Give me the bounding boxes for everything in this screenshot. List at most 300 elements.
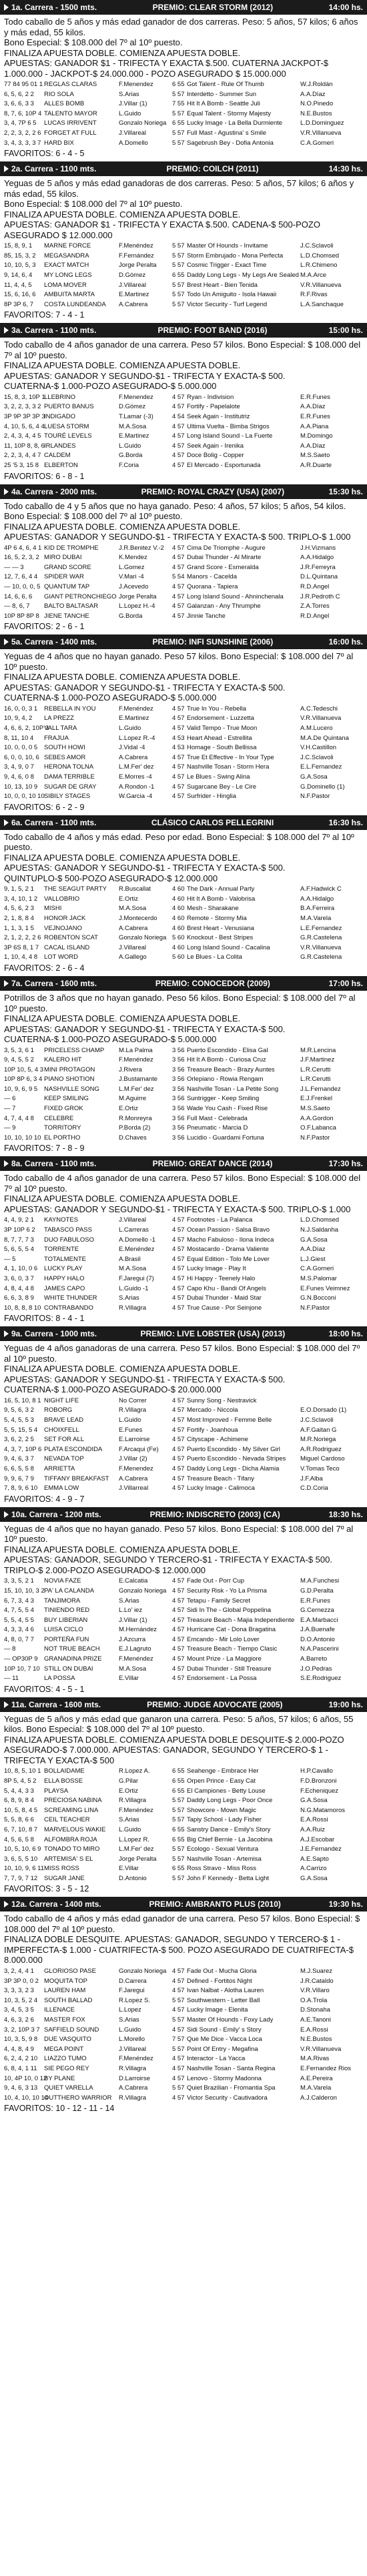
jockey-name: L.Guido -1: [119, 1284, 149, 1292]
horse-name: CELEBRE: [44, 1114, 74, 1122]
entry-row: [4, 943, 363, 953]
trainer-name: E.Funes Veimnez: [300, 1284, 350, 1292]
horse-name: PLATA ESCONDIDA: [44, 1445, 103, 1453]
conditions-line: APUESTAS: GANADOR Y SEGUNDO-$1 - TRIFECTA Y EXACTA-$ 500. TRIPLO-$ 1.000: [4, 1204, 351, 1214]
trainer-name: V.R.Villanueva: [300, 715, 342, 723]
horse-name: SOUTH BALLAD: [44, 1996, 93, 2004]
jockey-name: W.Garcia -4: [119, 793, 153, 801]
jockey-name: E.Martinez: [119, 715, 149, 723]
pedigree: Lucidio - Guardami Fortuna: [187, 1134, 264, 1142]
recent-form-and-number: 10, 0, 0, 0 5: [4, 744, 38, 752]
jockey-name: E.Morres -4: [119, 773, 152, 781]
entries-table: [0, 80, 367, 148]
entry-row: [4, 773, 363, 783]
jockey-name: A.Cabrera: [119, 1474, 148, 1482]
race-post-time: 14:00 hs.: [328, 3, 363, 12]
age-weight: 4 57: [172, 1607, 185, 1615]
recent-form-and-number: — 11: [4, 1675, 19, 1683]
conditions-line: Yeguas de 5 años y más edad ganadoras de dos carreras. Peso: 5 años, 57 kilos; 6 años y más edad, 55 kilos.: [4, 178, 354, 199]
entry-row: [4, 1124, 363, 1134]
trainer-name: G.A.Sosa: [300, 1874, 328, 1882]
jockey-name: F.Fernández: [119, 252, 154, 260]
jockey-name: G.Borda: [119, 612, 143, 620]
jockey-name: A.Domello: [119, 139, 148, 147]
jockey-name: M.A.Sosa: [119, 1265, 147, 1273]
age-weight: 3 56: [172, 1095, 185, 1103]
entry-row: [4, 1294, 363, 1304]
play-arrow-icon: [4, 819, 9, 826]
pedigree: Storm Embrujado - Mona Perfecta: [187, 252, 284, 260]
horse-name: LA PREZZ: [44, 715, 74, 723]
race-conditions: [0, 176, 367, 242]
pedigree: Lucky Image - Play It: [187, 1265, 246, 1273]
horse-name: GLORIOSO PASE: [44, 1967, 96, 1975]
recent-form-and-number: 2, 1, 8, 8 4: [4, 915, 34, 923]
age-weight: 4 57: [172, 1484, 185, 1492]
trainer-name: J.F.Martinez: [300, 1056, 335, 1064]
pedigree: Valid Tempo - True Moon: [187, 725, 258, 732]
trainer-name: R.D.Angel: [300, 612, 330, 620]
recent-form-and-number: 15, 8, 3, 10P 1: [4, 393, 45, 401]
pedigree: Sidi Sound - Emily' s Story: [187, 2026, 262, 2034]
recent-form-and-number: 10, 8, 5, 10 1: [4, 1767, 41, 1775]
horse-name: CEIL TEACHER: [44, 1816, 90, 1824]
age-weight: 4 57: [172, 442, 185, 450]
pedigree: Sagebrush Bey - Dofia Antonia: [187, 139, 274, 147]
age-weight: 4 57: [172, 403, 185, 411]
horse-name: PRECIOSA NABINA: [44, 1797, 102, 1805]
trainer-name: G.A.Sosa: [300, 1797, 328, 1805]
horse-name: OUTTHERO WARRIOR: [44, 2094, 112, 2102]
recent-form-and-number: 6, 7, 10, 8 7: [4, 1825, 38, 1833]
trainer-name: N.F.Pastor: [300, 793, 330, 801]
play-arrow-icon: [4, 1160, 9, 1167]
entry-row: [4, 119, 363, 129]
recent-form-and-number: 12, 7, 6, 4 4: [4, 573, 38, 581]
trainer-name: A.A.Ruiz: [300, 1825, 325, 1833]
entry-row: [4, 705, 363, 715]
trainer-name: J.A.Buenafe: [300, 1626, 335, 1634]
entry-row: [4, 261, 363, 271]
age-weight: 4 57: [172, 1265, 185, 1273]
entry-row: [4, 1085, 363, 1095]
horse-name: CALDEM: [44, 452, 71, 460]
trainer-name: M.R.Noriega: [300, 1436, 336, 1444]
trainer-name: V.H.Castillon: [300, 744, 337, 752]
jockey-name: E.Ortiz: [119, 895, 139, 903]
trainer-name: [300, 1396, 363, 1406]
recent-form-and-number: 10, 9, 4, 2: [4, 715, 33, 723]
trainer-name: A.A.Díaz: [300, 1246, 326, 1254]
pedigree: Fortify - Papelalote: [187, 403, 240, 411]
recent-form-and-number: 5, 5, 8, 6 6: [4, 1816, 34, 1824]
age-weight: 6 55: [172, 1865, 185, 1873]
entry-row: [4, 271, 363, 281]
entry-row: [4, 1264, 363, 1274]
race-prize-name: PREMIO: INDISCRETO (2003) (CA): [149, 1509, 280, 1519]
jockey-name: J.Villareal: [119, 2045, 147, 2053]
age-weight: 4 57: [172, 1455, 185, 1463]
trainer-name: A.A.Díaz: [300, 442, 326, 450]
pedigree: Cima De Triomphe - Augure: [187, 544, 266, 552]
age-weight: 5 60: [172, 934, 185, 942]
race-block: [0, 1507, 367, 1697]
age-weight: 4 54: [172, 413, 185, 420]
horse-name: LUESA STORM: [44, 422, 89, 430]
conditions-line: FINALIZA APUESTA DOBLE. COMIENZA APUESTA DOBLE.: [4, 1194, 241, 1204]
age-weight: 4 57: [172, 1977, 185, 1985]
entry-row: [4, 1216, 363, 1226]
entry-row: [4, 1396, 363, 1406]
trainer-name: N.F.Pastor: [300, 1134, 330, 1142]
jockey-name: F.Jaregui: [119, 1987, 145, 1995]
jockey-name: J.Azcurra: [119, 1635, 146, 1643]
horse-name: BY PLANE: [44, 2074, 75, 2082]
jockey-name: G.Pilar: [119, 1777, 139, 1785]
horse-name: VALL TARA: [44, 725, 77, 732]
pedigree: Seahenge - Embrace Her: [187, 1767, 259, 1775]
recent-form-and-number: 3P 9P 3P 3P 3: [4, 413, 45, 420]
age-weight: 4 57: [172, 2094, 185, 2102]
trainer-name: G.R.Castelena: [300, 934, 342, 942]
horse-name: SPIDER WAR: [44, 573, 84, 581]
trainer-name: J.R.Cataldo: [300, 1977, 334, 1985]
horse-name: THE SEAGUT PARTY: [44, 885, 107, 893]
horse-name: FRAJUA: [44, 734, 69, 742]
pedigree: Ryan - Indivision: [187, 393, 234, 401]
pedigree: Nashville Tosan - Santa Regina: [187, 2064, 276, 2072]
pedigree: Quorana - Tapiera: [187, 582, 238, 590]
trainer-name: N.E.Bustos: [300, 2036, 332, 2044]
conditions-line: FINALIZA APUESTA DOBLE. COMIENZA APUESTA DOBLE.: [4, 1013, 241, 1023]
race-header: [0, 0, 367, 15]
recent-form-and-number: 9, 9, 6, 7 9: [4, 1474, 34, 1482]
recent-form-and-number: 10, 10, 10 10: [4, 1134, 41, 1142]
conditions-line: Todo caballo de 4 años y más edad. Peso por edad. Bono Especial: $ 108.000 del 7º al 10º puesto.: [4, 831, 354, 853]
horse-name: VALLOBRIO: [44, 895, 80, 903]
entries-table: [0, 242, 367, 310]
horse-name: TALENTO MAYOR: [44, 109, 97, 117]
entry-row: [4, 1587, 363, 1597]
age-weight: 3 56: [172, 1056, 185, 1064]
race-prize-name: PREMIO: INFI SUNSHINE (2006): [152, 637, 274, 647]
horse-name: TOURÉ LEVELS: [44, 432, 92, 440]
horse-name: SUGAR JANE: [44, 1874, 85, 1882]
race-prize-name: PREMIO: COILCH (2011): [166, 164, 259, 174]
race-block: [0, 161, 367, 323]
pedigree: Pneumatic - Marcia D: [187, 1124, 248, 1132]
pedigree: Long Island Sound - La Fuerte: [187, 432, 273, 440]
jockey-name: Jorge Peralta: [119, 262, 157, 270]
conditions-line: FINALIZA APUESTA DOBLE. COMIENZA APUESTA DOBLE.: [4, 852, 241, 863]
pedigree: Mercado - Niccola: [187, 1406, 238, 1414]
jockey-name: F.Menéndez: [119, 705, 153, 713]
race-favorites: FAVORITOS: 4 - 5 - 1: [4, 1684, 85, 1694]
age-weight: 4 57: [172, 1246, 185, 1254]
horse-name: MARNE FORCE: [44, 242, 91, 250]
age-weight: 3 56: [172, 1114, 185, 1122]
trainer-name: J.C.Sclavoli: [300, 1416, 334, 1424]
pedigree: Ross Stravo - Miss Ross: [187, 1865, 256, 1873]
race-conditions: [0, 15, 367, 80]
pedigree: Equal Talent - Stormy Majesty: [187, 109, 272, 117]
race-favorites: FAVORITOS: 6 - 4 - 5: [4, 149, 85, 159]
horse-name: QUANTUM TAP: [44, 582, 90, 590]
trainer-name: J.F.Alba: [300, 1474, 323, 1482]
entry-row: [4, 1464, 363, 1474]
trainer-name: N.J.Saldanha: [300, 1226, 339, 1234]
entry-row: [4, 1304, 363, 1314]
race-number-distance: 12a. Carrera - 1400 mts.: [11, 1899, 101, 1909]
horse-name: TORRENTE: [44, 1246, 79, 1254]
jockey-name: A.Rondon -1: [119, 783, 155, 791]
entry-row: [4, 2045, 363, 2055]
age-weight: 4 57: [172, 1665, 185, 1673]
trainer-name: M.A.Funchesi: [300, 1577, 340, 1585]
conditions-line: FINALIZA APUESTA DOBLE. COMIENZA APUESTA DOBLE DESQUITE-$ 2.000-POZO ASEGURADO-$ 7.000.000. APUESTAS: GANADOR, SEGUNDO Y TERCERO-$ 1 - TRIFECTA Y EXACTA-$ 500: [4, 1734, 344, 1765]
recent-form-and-number: 2, 2, 3, 2, 2 6: [4, 129, 41, 137]
age-weight: 3 56: [172, 1046, 185, 1054]
age-weight: 6 55: [172, 119, 185, 127]
jockey-name: F.Jaregui (7): [119, 1275, 154, 1282]
trainer-name: E.L.Fernandez: [300, 763, 342, 771]
recent-form-and-number: 10P 10, 7 10: [4, 1665, 40, 1673]
pedigree: Emcando - Mir Lolo Lover: [187, 1635, 260, 1643]
pedigree: Grand Score - Esmeralda: [187, 563, 259, 571]
trainer-name: A.E.Pereira: [300, 2074, 333, 2082]
trainer-name: A.A.Gordon: [300, 1114, 334, 1122]
recent-form-and-number: 5, 4, 5, 5 3: [4, 1416, 34, 1424]
recent-form-and-number: 3, 3, 3, 2 3: [4, 1987, 34, 1995]
recent-form-and-number: 15, 10, 10, 3 2: [4, 1587, 45, 1595]
jockey-name: R.Lopez S.: [119, 1996, 150, 2004]
recent-form-and-number: 1, 10, 4, 4 8: [4, 953, 38, 961]
recent-form-and-number: 3, 6, 5, 5 10: [4, 1855, 38, 1863]
age-weight: 4 57: [172, 1304, 185, 1312]
recent-form-and-number: 10, 10, 9, 6 11: [4, 1865, 45, 1873]
age-weight: 4 57: [172, 1616, 185, 1624]
entry-row: [4, 90, 363, 100]
race-header: [0, 976, 367, 991]
race-number-distance: 2a. Carrera - 1100 mts.: [11, 164, 97, 174]
recent-form-and-number: 4, 8, 4, 4 8: [4, 1284, 34, 1292]
age-weight: 4 57: [172, 1597, 185, 1605]
age-weight: 5 57: [172, 2016, 185, 2024]
horse-name: AMBUITA MARTA: [44, 291, 95, 299]
trainer-name: G.Cernezza: [300, 1607, 334, 1615]
trainer-name: A.A.Hidalgo: [300, 895, 334, 903]
entries-table: [0, 1396, 367, 1494]
recent-form-and-number: 4, 1, 10, 0 6: [4, 1265, 38, 1273]
horse-name: SIE PEGO REY: [44, 2064, 89, 2072]
pedigree: El Mercado - Esportunada: [187, 461, 261, 469]
race-block: [0, 976, 367, 1156]
entry-row: [4, 572, 363, 582]
recent-form-and-number: 10, 8, 8, 8 10: [4, 1304, 41, 1312]
conditions-line: FINALIZA APUESTA DOBLE. COMIENZA APUESTA DOBLE.: [4, 1364, 241, 1374]
pedigree: Interactor - La Yacca: [187, 2055, 246, 2063]
age-weight: 4 57: [172, 554, 185, 562]
age-weight: 4 57: [172, 725, 185, 732]
entry-row: [4, 2006, 363, 2016]
jockey-name: F.Menéndez: [119, 1806, 153, 1814]
pedigree: Hurricane Cat - Dona Bragatina: [187, 1626, 276, 1634]
race-block: [0, 634, 367, 815]
entry-row: [4, 1845, 363, 1855]
recent-form-and-number: 6, 2, 4, 2 10: [4, 2055, 38, 2063]
play-arrow-icon: [4, 327, 9, 334]
trainer-name: J.H.Vizmans: [300, 544, 336, 552]
conditions-line: QUINTUPLO-$ 500-POZO ASEGURADO-$ 12.000.000: [4, 873, 218, 883]
jockey-name: E.Calcatia: [119, 1577, 148, 1585]
jockey-name: J.Villareal: [119, 943, 147, 951]
age-weight: 4 57: [172, 1587, 185, 1595]
pedigree: Que Me Dice - Vacca Loca: [187, 2036, 262, 2044]
pedigree: Doce Bolig - Copper: [187, 452, 244, 460]
race-prize-name: PREMIO: CLEAR STORM (2012): [152, 3, 274, 12]
jockey-name: Gonzalo Noriega: [119, 1587, 167, 1595]
trainer-name: E.R.Funes: [300, 393, 330, 401]
entry-row: [4, 895, 363, 905]
conditions-line: APUESTAS: GANADOR Y SEGUNDO-$1 - TRIFECTA Y EXACTA-$ 500.: [4, 682, 286, 693]
pedigree: Southwestern - Letter Ball: [187, 1996, 260, 2004]
jockey-name: A.Gallego: [119, 953, 147, 961]
trainer-name: C.D.Coria: [300, 1484, 328, 1492]
entry-row: [4, 1236, 363, 1246]
horse-name: KALERO HIT: [44, 1056, 82, 1064]
age-weight: 6 55: [172, 81, 185, 88]
recent-form-and-number: 4, 8, 0, 7 7: [4, 1635, 34, 1643]
trainer-name: E.O.Dorsado (1): [300, 1406, 347, 1414]
race-post-time: 16:00 hs.: [328, 637, 363, 647]
age-weight: 4 57: [172, 602, 185, 610]
jockey-name: P.Borda (2): [119, 1124, 151, 1132]
race-block: [0, 484, 367, 635]
horse-name: LIAZZO TUMO: [44, 2055, 87, 2063]
jockey-name: J.Villareal: [119, 281, 147, 289]
trainer-name: E.R.Funes: [300, 413, 330, 420]
horse-name: NOVIA FAZE: [44, 1577, 81, 1585]
jockey-name: Gonzalo Noriega: [119, 934, 167, 942]
pedigree: True In You - Rebella: [187, 705, 246, 713]
age-weight: 4 57: [172, 705, 185, 713]
race-post-time: 14:30 hs.: [328, 164, 363, 174]
trainer-name: M.A.Arce: [300, 271, 327, 279]
pedigree: Nashville Tosan - Artemisa: [187, 1855, 262, 1863]
conditions-line: FINALIZA APUESTA DOBLE. COMIENZA APUESTA DOBLE.: [4, 360, 241, 371]
horse-name: ELLA BOSSE: [44, 1777, 83, 1785]
age-weight: 5 57: [172, 242, 185, 250]
trainer-name: N.F.Pastor: [300, 1304, 330, 1312]
pedigree: Orlepiano - Rowia Rengam: [187, 1076, 264, 1084]
trainer-name: L.R.Chimeno: [300, 262, 338, 270]
trainer-name: E.Fernandez Rios: [300, 2064, 352, 2072]
entry-row: [4, 1806, 363, 1816]
age-weight: 4 57: [172, 1406, 185, 1414]
jockey-name: M.A.Sosa: [119, 905, 147, 913]
entry-row: [4, 442, 363, 452]
conditions-line: Yeguas de 4 años ganadoras de una carrera. Peso 57 kilos. Bono Especial: $ 108.000 del 7º al 10º puesto.: [4, 1343, 360, 1364]
age-weight: 5 57: [172, 1797, 185, 1805]
recent-form-and-number: 2, 2, 3, 4, 4 7: [4, 452, 41, 460]
jockey-name: E.Funes: [119, 1426, 143, 1434]
race-conditions: [0, 830, 367, 885]
age-weight: 4 57: [172, 422, 185, 430]
jockey-name: F.Menéndez: [119, 2055, 153, 2063]
recent-form-and-number: 8, 11, 10 4: [4, 734, 34, 742]
jockey-name: E.J.Lagruto: [119, 1645, 151, 1653]
pedigree: Galanzan - Any Thrumphe: [187, 602, 261, 610]
entry-row: [4, 1114, 363, 1124]
recent-form-and-number: 6, 8, 4, 1 11: [4, 2064, 37, 2072]
race-post-time: 19:30 hs.: [328, 1899, 363, 1909]
recent-form-and-number: 6, 5, 6, 2 2: [4, 90, 34, 98]
trainer-name: A.A.Piana: [300, 422, 329, 430]
horse-name: MASTER FOX: [44, 2016, 85, 2024]
pedigree: Capo Khu - Bandi Of Angels: [187, 1284, 266, 1292]
pedigree: Seek Again - Institutriz: [187, 413, 250, 420]
trainer-name: M.R.Lencina: [300, 1046, 336, 1054]
jockey-name: J.Villar (1): [119, 1616, 147, 1624]
age-weight: 4 57: [172, 1226, 185, 1234]
race-post-time: 17:30 hs.: [328, 1159, 363, 1169]
entries-table: [0, 1216, 367, 1313]
pedigree: Surfrider - Hinglia: [187, 793, 236, 801]
pedigree: Nashville Tosan - La Petite Song: [187, 1085, 279, 1093]
pedigree: Sanstry Dance - Emily's Story: [187, 1825, 271, 1833]
recent-form-and-number: 5, 5, 15, 5 4: [4, 1426, 38, 1434]
recent-form-and-number: — OP30P 9: [4, 1655, 38, 1663]
entry-row: [4, 422, 363, 432]
age-weight: 4 57: [172, 1577, 185, 1585]
pedigree: Long Island Sound - Cacalina: [187, 943, 270, 951]
pedigree: Jinnie Tanche: [187, 612, 226, 620]
conditions-line: APUESTAS: GANADOR Y SEGUNDO-$1 - TRIFECTA Y EXACTA-$ 500.: [4, 1023, 286, 1034]
jockey-name: R.Villagra: [119, 1406, 147, 1414]
race-number-distance: 5a. Carrera - 1400 mts.: [11, 637, 97, 647]
entry-row: [4, 2054, 363, 2064]
horse-name: SCREAMING LINA: [44, 1806, 99, 1814]
conditions-line: Yeguas de 5 años y más edad que ganaron una carrera. Peso: 5 años, 57 kilos; 6 años, 55 kilos. Bono Especial: $ 108.000 del 7º al 10º puesto.: [4, 1713, 354, 1735]
pedigree: Homage - South Bellissa: [187, 744, 257, 752]
jockey-name: M.Aguirre: [119, 1095, 147, 1103]
jockey-name: J.Villar (1): [119, 100, 147, 108]
entry-row: [4, 1435, 363, 1445]
horse-name: CONTRABANDO: [44, 1304, 93, 1312]
jockey-name: L.Gomez: [119, 563, 145, 571]
jockey-name: R.Lopez A.: [119, 1767, 150, 1775]
jockey-name: L.Lopez: [119, 2006, 141, 2014]
recent-form-and-number: 3, 3, 5, 2 1: [4, 1577, 34, 1585]
jockey-name: J.Vidal -4: [119, 744, 145, 752]
entry-row: [4, 2084, 363, 2094]
age-weight: 4 57: [172, 1675, 185, 1683]
entry-row: [4, 1977, 363, 1987]
jockey-name: A.Cabrera: [119, 300, 148, 308]
recent-form-and-number: 10, 4P 10, 0 12: [4, 2074, 47, 2082]
recent-form-and-number: 1, 1, 3, 1 5: [4, 924, 34, 932]
horse-name: KID DE TROMPHE: [44, 544, 99, 552]
trainer-name: J.R.Ferreyra: [300, 563, 336, 571]
recent-form-and-number: 4, 10, 5, 6, 4 4: [4, 422, 45, 430]
pedigree: Security Risk - Yo La Prisma: [187, 1587, 267, 1595]
age-weight: 5 57: [172, 291, 185, 299]
horse-name: SIBILY STAGES: [44, 793, 91, 801]
trainer-name: L.R.Cerutti: [300, 1065, 331, 1074]
horse-name: SAFFIELD SOUND: [44, 2026, 99, 2034]
recent-form-and-number: 8P 5, 4, 5 2: [4, 1777, 37, 1785]
horse-name: PRICELESS CHAMP: [44, 1046, 105, 1054]
